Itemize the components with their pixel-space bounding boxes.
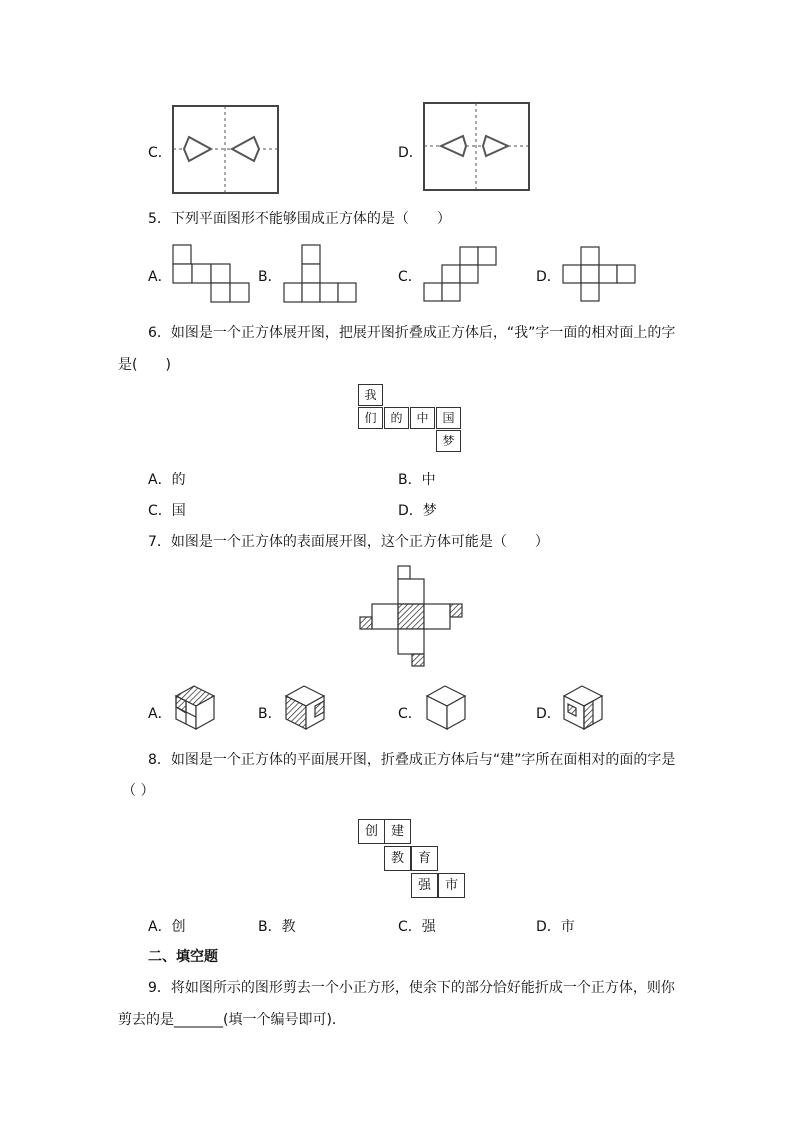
q8-option-d: D．市: [536, 919, 575, 935]
q5-option-c-label: C．: [398, 269, 422, 285]
q5-option-a-net: [173, 245, 253, 303]
q5-option-d-net: [563, 247, 639, 303]
q8-stem-line1: 8．如图是一个正方体的平面展开图，折叠成正方体后与“建”字所在面相对的面的字是: [148, 752, 676, 768]
q7-option-c-cube: [424, 684, 470, 732]
q5-option-c-net: [424, 247, 500, 303]
q4-option-c-label: C．: [148, 145, 172, 161]
q6-net-cell: 中: [410, 407, 435, 429]
q7-option-a-label: A．: [148, 706, 172, 722]
q6-stem-line1: 6．如图是一个正方体展开图，把展开图折叠成正方体后，“我”字一面的相对面上的字: [148, 325, 676, 341]
q6-net-cell: 的: [384, 407, 409, 429]
q5-option-d-label: D．: [536, 269, 561, 285]
q7-option-a-cube: [173, 684, 219, 732]
q7-option-b-label: B．: [258, 706, 282, 722]
section-title-fill-in: 二、填空题: [148, 949, 218, 965]
q7-stem: 7．如图是一个正方体的表面展开图，这个正方体可能是（ ）: [148, 534, 549, 550]
q6-net-cell: 梦: [436, 430, 461, 452]
q8-option-b: B．教: [258, 919, 296, 935]
q7-option-d-label: D．: [536, 706, 561, 722]
q8-stem-line2: （ ）: [122, 783, 155, 799]
q7-option-b-cube: [283, 684, 329, 732]
q9-stem-line2: 剪去的是_______(填一个编号即可)．: [118, 1012, 346, 1028]
q8-option-c: C．强: [398, 919, 436, 935]
q8-net-cell: 创: [358, 819, 385, 844]
q8-net-cell: 市: [438, 873, 465, 898]
q7-option-c-label: C．: [398, 706, 422, 722]
q5-option-b-net: [284, 245, 360, 303]
q8-net-cell: 建: [384, 819, 411, 844]
q6-option-c: C．国: [148, 503, 186, 519]
q5-stem: 5．下列平面图形不能够围成正方体的是（ ）: [148, 211, 451, 227]
q9-stem-line1: 9．将如图所示的图形剪去一个小正方形，使余下的部分恰好能折成一个正方体，则你: [148, 980, 675, 996]
q4-option-c-figure: [173, 106, 279, 194]
q6-option-d: D．梦: [398, 503, 437, 519]
q6-net-cell: 国: [436, 407, 461, 429]
q8-net-cell: 育: [411, 846, 438, 871]
q4-option-d-label: D．: [398, 145, 423, 161]
q8-option-a: A．创: [148, 919, 186, 935]
q6-net-cell: 我: [358, 384, 383, 406]
q8-net-cell: 强: [411, 873, 438, 898]
q6-option-b: B．中: [398, 472, 436, 488]
q5-option-a-label: A．: [148, 269, 172, 285]
q4-option-d-figure: [424, 103, 530, 191]
q5-option-b-label: B．: [258, 269, 282, 285]
q7-net: [358, 563, 466, 669]
q6-net-cell: 们: [358, 407, 383, 429]
q8-net-cell: 教: [384, 846, 411, 871]
q6-option-a: A．的: [148, 472, 186, 488]
q7-option-d-cube: [561, 684, 607, 732]
q6-stem-line2: 是( ): [118, 357, 171, 373]
